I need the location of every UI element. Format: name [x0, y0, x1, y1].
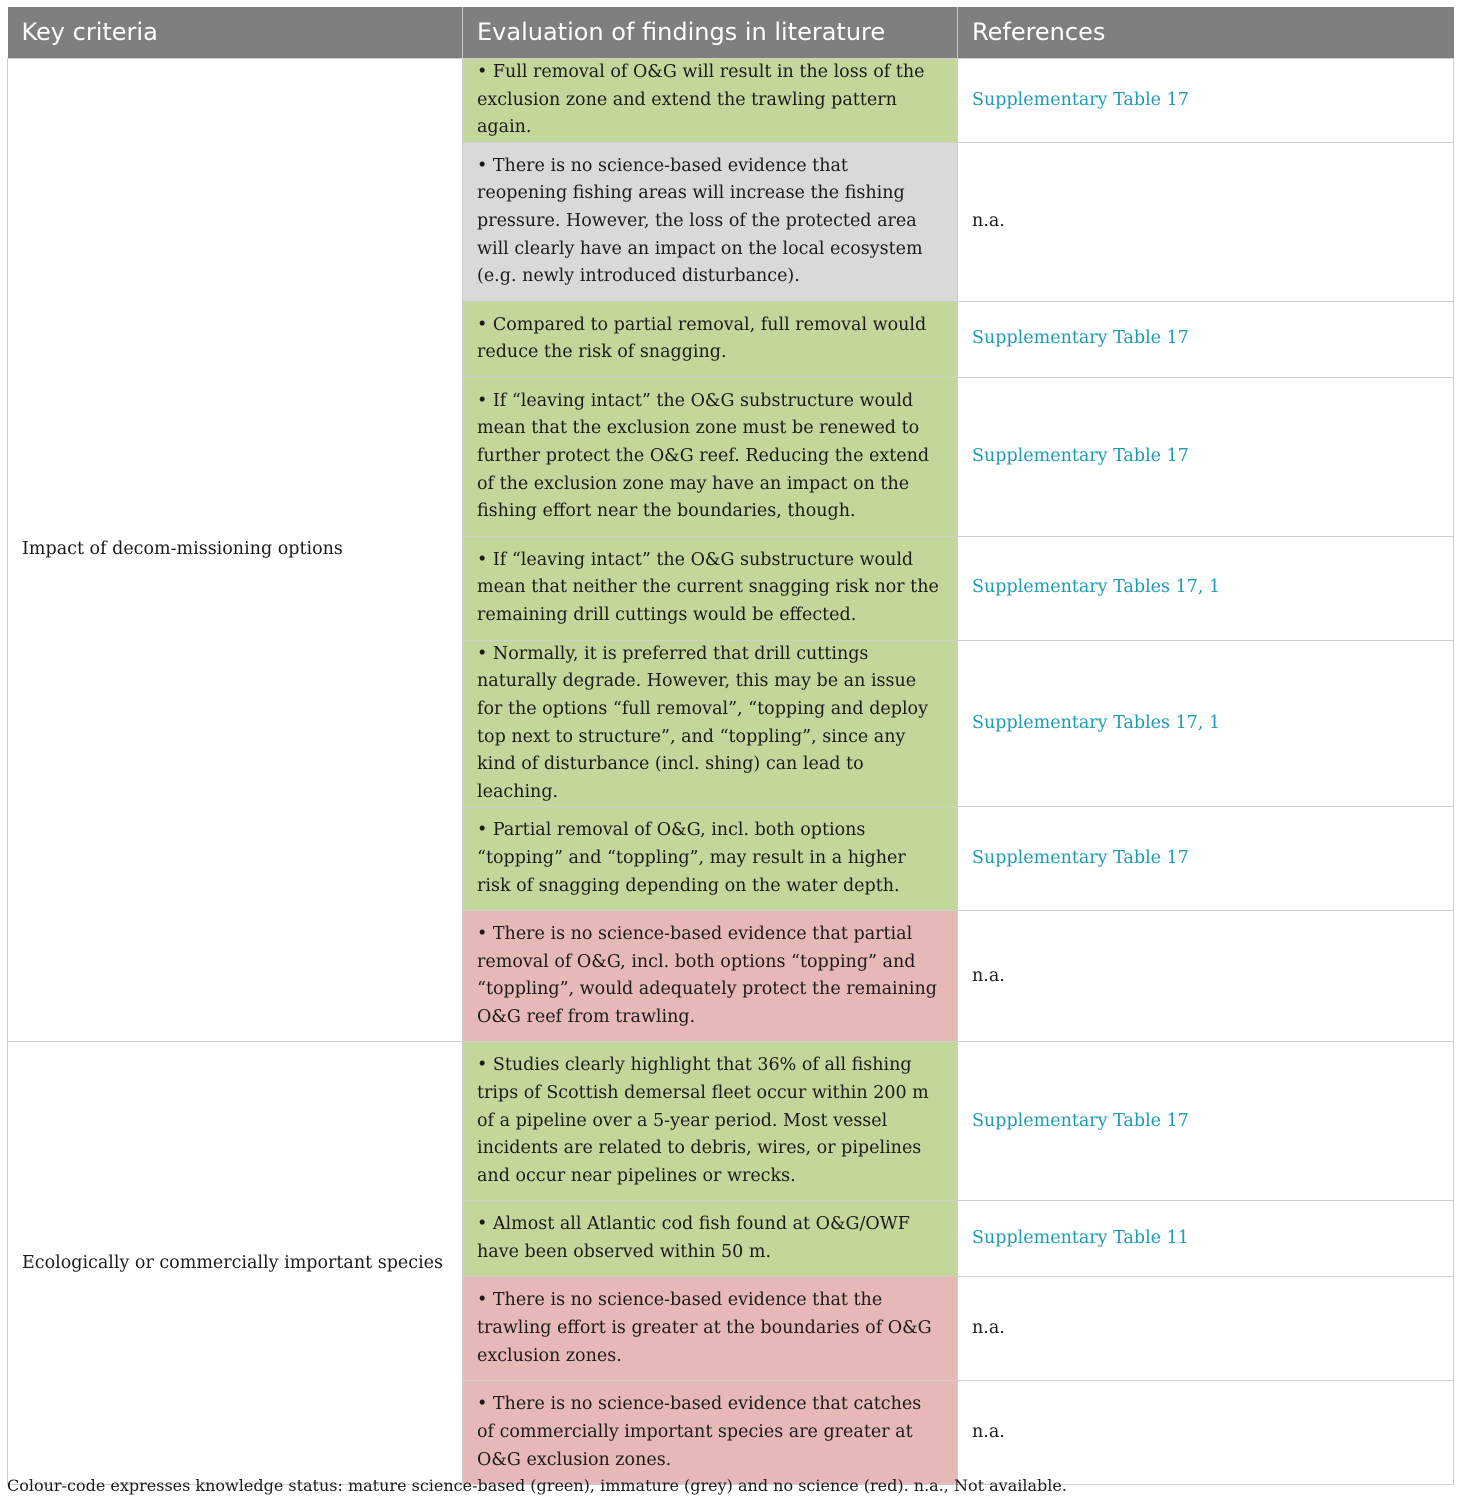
- finding-cell: • There is no science-based evidence that partial removal of O&G, incl. both options “topping” and “toppling”, would adequately protect the remaining O&G reef from trawling.: [463, 911, 958, 1042]
- table-footnote: Colour-code expresses knowledge status: mature science-based (green), immature (grey) and no science (red). n.a., Not available.: [7, 1476, 1067, 1495]
- criteria-cell: Ecologically or commercially important species: [8, 1042, 463, 1485]
- table-row: [8, 59, 1454, 143]
- header-key-criteria: Key criteria: [8, 7, 463, 59]
- finding-cell: • Normally, it is preferred that drill cuttings naturally degrade. However, this may be an issue for the options “full removal”, “topping and deploy top next to structure”, and “toppling”, since any kind of disturbance (incl. shing) can lead to leaching.: [463, 640, 958, 807]
- header-row: [8, 7, 1454, 59]
- findings-table: [7, 7, 1454, 1485]
- finding-cell: • Studies clearly highlight that 36% of all fishing trips of Scottish demersal fleet occur within 200 m of a pipeline over a 5-year period. Most vessel incidents are related to debris, wires, or pipelines and occur near pipelines or wrecks.: [463, 1042, 958, 1201]
- reference-text: n.a.: [958, 142, 1454, 301]
- finding-cell: • Compared to partial removal, full removal would reduce the risk of snagging.: [463, 301, 958, 377]
- finding-cell: • If “leaving intact” the O&G substructure would mean that neither the current snagging risk nor the remaining drill cuttings would be effected.: [463, 536, 958, 640]
- finding-cell: • There is no science-based evidence that catches of commercially important species are greater at O&G exclusion zones.: [463, 1381, 958, 1485]
- reference-link[interactable]: Supplementary Table 17: [958, 377, 1454, 536]
- finding-cell: • Partial removal of O&G, incl. both options “topping” and “toppling”, may result in a higher risk of snagging depending on the water depth.: [463, 807, 958, 911]
- reference-link[interactable]: Supplementary Tables 17, 1: [958, 640, 1454, 807]
- reference-link[interactable]: Supplementary Table 11: [958, 1201, 1454, 1277]
- finding-cell: • There is no science-based evidence that reopening fishing areas will increase the fishing pressure. However, the loss of the protected area will clearly have an impact on the local ecosystem (e.g. newly introduced disturbance).: [463, 142, 958, 301]
- finding-cell: • Full removal of O&G will result in the loss of the exclusion zone and extend the trawling pattern again.: [463, 59, 958, 143]
- header-references: References: [958, 7, 1454, 59]
- reference-text: n.a.: [958, 1381, 1454, 1485]
- header-evaluation: Evaluation of findings in literature: [463, 7, 958, 59]
- reference-link[interactable]: Supplementary Table 17: [958, 59, 1454, 143]
- reference-link[interactable]: Supplementary Tables 17, 1: [958, 536, 1454, 640]
- criteria-cell: Impact of decom-missioning options: [8, 59, 463, 1042]
- reference-link[interactable]: Supplementary Table 17: [958, 301, 1454, 377]
- reference-text: n.a.: [958, 1277, 1454, 1381]
- reference-text: n.a.: [958, 911, 1454, 1042]
- reference-link[interactable]: Supplementary Table 17: [958, 1042, 1454, 1201]
- finding-cell: • There is no science-based evidence that the trawling effort is greater at the boundaries of O&G exclusion zones.: [463, 1277, 958, 1381]
- reference-link[interactable]: Supplementary Table 17: [958, 807, 1454, 911]
- finding-cell: • Almost all Atlantic cod fish found at O&G/OWF have been observed within 50 m.: [463, 1201, 958, 1277]
- table-row: [8, 1042, 1454, 1201]
- finding-cell: • If “leaving intact” the O&G substructure would mean that the exclusion zone must be renewed to further protect the O&G reef. Reducing the extend of the exclusion zone may have an impact on the fishing effort near the boundaries, though.: [463, 377, 958, 536]
